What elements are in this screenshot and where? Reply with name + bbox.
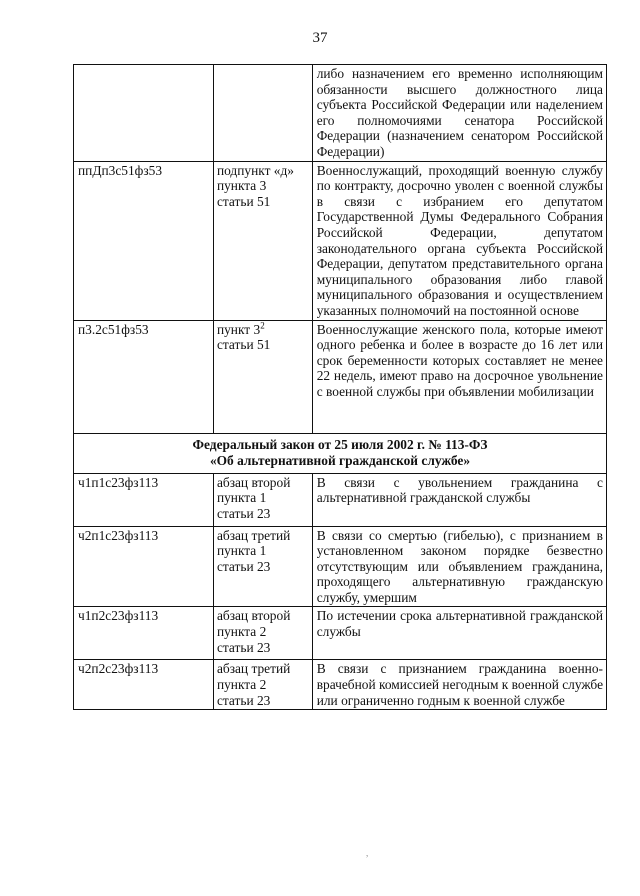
row-reference-cell: [213, 320, 312, 433]
row-reference-cell: [213, 65, 312, 162]
table-row: [74, 473, 607, 526]
row-description-cell: Военнослужащий, проходящий военную службу по контракту, досрочно уволен с военной службы в связи с избранием его депутатом Государственной Думы Федерального Собрания Российской Федерации, депутатом законодательного органа субъекта Российской Федерации, депутатом представительного органа муниципального образования либо главой муниципального образования и осуществлением указанных полномочий на постоянной основе: [312, 161, 606, 320]
section-header-row: [74, 433, 607, 473]
row-reference-cell: абзац третий пункта 2 статьи 23: [213, 660, 312, 710]
row-reference-cell: абзац третий пункта 1 статьи 23: [213, 526, 312, 607]
row-description-cell: В связи со смертью (гибелью), с признанием в установленном законом порядке безвестно отсутствующим или объявлением гражданина, проходящего альтернативную гражданскую службу, умершим: [312, 526, 606, 607]
scan-speck: ,: [366, 848, 369, 858]
section-title-line: Федеральный закон от 25 июля 2002 г. № 113-ФЗ: [192, 436, 488, 452]
row-code-cell: ч2п2с23фз113: [74, 660, 214, 710]
section-header: [74, 433, 607, 473]
row-reference-cell: подпункт «д» пункта 3 статьи 51: [213, 161, 312, 320]
row-description-cell: По истечении срока альтернативной гражданской службы: [312, 607, 606, 660]
row-description-cell: Военнослужащие женского пола, которые имеют одного ребенка и более в возрасте до 16 лет или срок беременности которых составляет не менее 22 недель, имеют право на досрочное увольнение с военной службы при объявлении мобилизации: [312, 320, 606, 433]
reference-superscript: 2: [260, 320, 265, 331]
row-code-cell: ч1п2с23фз113: [74, 607, 214, 660]
row-code-cell: п3.2с51фз53: [74, 320, 214, 433]
row-reference-cell: абзац второй пункта 2 статьи 23: [213, 607, 312, 660]
row-code-cell: ч1п1с23фз113: [74, 473, 214, 526]
reference-tail: статьи 51: [216, 337, 271, 353]
table-row: [74, 65, 607, 162]
row-code-cell: ппДп3с51фз53: [74, 161, 214, 320]
table-row: [74, 526, 607, 607]
table-row: [74, 660, 607, 710]
row-code-cell: ч2п1с23фз113: [74, 526, 214, 607]
row-description-cell: либо назначением его временно исполняющим обязанности высшего должностного лица субъекта Российской Федерации или наделением его полномочиями сенатора Российской Федерации (назначением сенатором Российской Федерации): [312, 65, 606, 162]
page-number: 37: [312, 30, 328, 46]
row-description-cell: В связи с увольнением гражданина с альтернативной гражданской службы: [312, 473, 606, 526]
table-row: [74, 161, 607, 320]
table-row: [74, 607, 607, 660]
row-code-cell: [74, 65, 214, 162]
reference-main: пункт 3: [216, 321, 261, 337]
row-description-cell: В связи с признанием гражданина военно-врачебной комиссией негодным к военной службе или ограниченно годным к военной службе: [312, 660, 606, 710]
row-reference-cell: абзац второй пункта 1 статьи 23: [213, 473, 312, 526]
section-subtitle-line: «Об альтернативной гражданской службе»: [209, 452, 471, 468]
table-row: [74, 320, 607, 433]
legal-codes-table: [73, 64, 607, 710]
